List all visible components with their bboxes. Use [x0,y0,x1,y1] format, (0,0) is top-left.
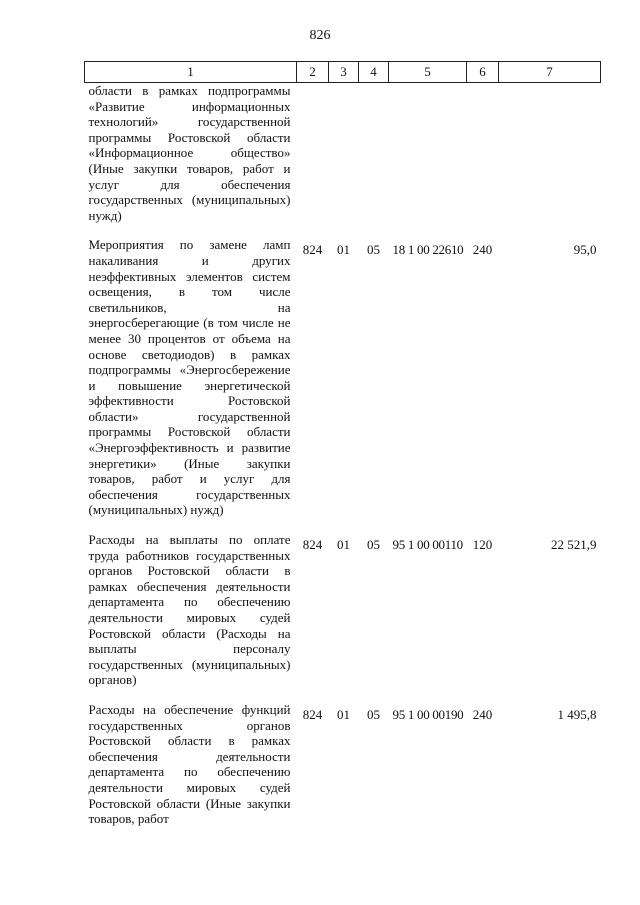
header-col-1: 1 [85,62,297,83]
row-target-code: 95 1 00 00110 [392,537,463,553]
row-description: Расходы на выплаты по оплате труда работников государственных органов Ростовской области в рамках обеспечения деятельности департамента по обеспечению деятельности мировых судей Ростовской области (Расходы на выплаты персоналу государственных (муниципальных) органов) [88,532,291,688]
row-amount: 95,0 [573,242,597,258]
table-header [85,62,601,83]
table-row [85,237,601,518]
row-subsection: 05 [367,242,380,258]
header-col-5: 5 [389,62,467,83]
table-row [85,532,601,688]
row-expense-type: 120 [472,537,493,553]
row-spacer [85,518,601,532]
header-row [85,62,601,83]
row-target-code: 18 1 00 22610 [392,242,464,258]
row-description: области в рамках подпрограммы «Развитие информационных технологий» государственной программы Ростовской области «Информационное общество» (Иные закупки товаров, работ и услуг для обеспечения государственных (муниципальных) нужд) [88,83,291,223]
table-row [85,702,601,827]
row-amount: 1 495,8 [557,706,597,722]
table-body [85,83,601,827]
row-expense-type [467,83,499,224]
page-number: 826 [309,28,331,43]
row-target-code [389,83,467,224]
row-subsection: 05 [367,706,380,722]
row-spacer [85,688,601,702]
row-spacer [85,223,601,237]
header-col-3: 3 [329,62,359,83]
row-amount [499,83,601,224]
row-target-code: 95 1 00 00190 [392,706,464,722]
row-description: Расходы на обеспечение функций государственных органов Ростовской области в рамках обеспечения деятельности департамента по обеспечению деятельности мировых судей Ростовской области (Иные закупки товаров, работ [88,701,291,827]
row-section: 01 [337,537,350,553]
row-expense-type: 240 [472,242,493,258]
row-ministry: 824 [302,706,323,722]
budget-table [84,61,601,827]
row-section: 01 [337,242,350,258]
row-section: 01 [337,706,350,722]
header-col-6: 6 [467,62,499,83]
row-section [329,83,359,224]
row-ministry [297,83,329,224]
row-ministry: 824 [302,537,323,553]
row-description: Мероприятия по замене ламп накаливания и других неэффективных элементов систем освещения, в том числе светильников, на энергосберегающие (в том числе не менее 30 процентов от объема на основе светодиодов) в рамках подпрограммы «Энергосбережение и повышение энергетической эффективности Ростовской области» государственной программы Ростовской области «Энергоэффективность и развитие энергетики» (Иные закупки товаров, работ и услуг для обеспечения государственных (муниципальных) нужд) [88,237,291,518]
header-col-2: 2 [297,62,329,83]
row-amount: 22 521,9 [551,537,597,553]
row-subsection: 05 [367,537,380,553]
row-subsection [359,83,389,224]
row-expense-type: 240 [472,706,493,722]
header-col-4: 4 [359,62,389,83]
table-row [85,83,601,224]
header-col-7: 7 [499,62,601,83]
row-ministry: 824 [302,242,323,258]
